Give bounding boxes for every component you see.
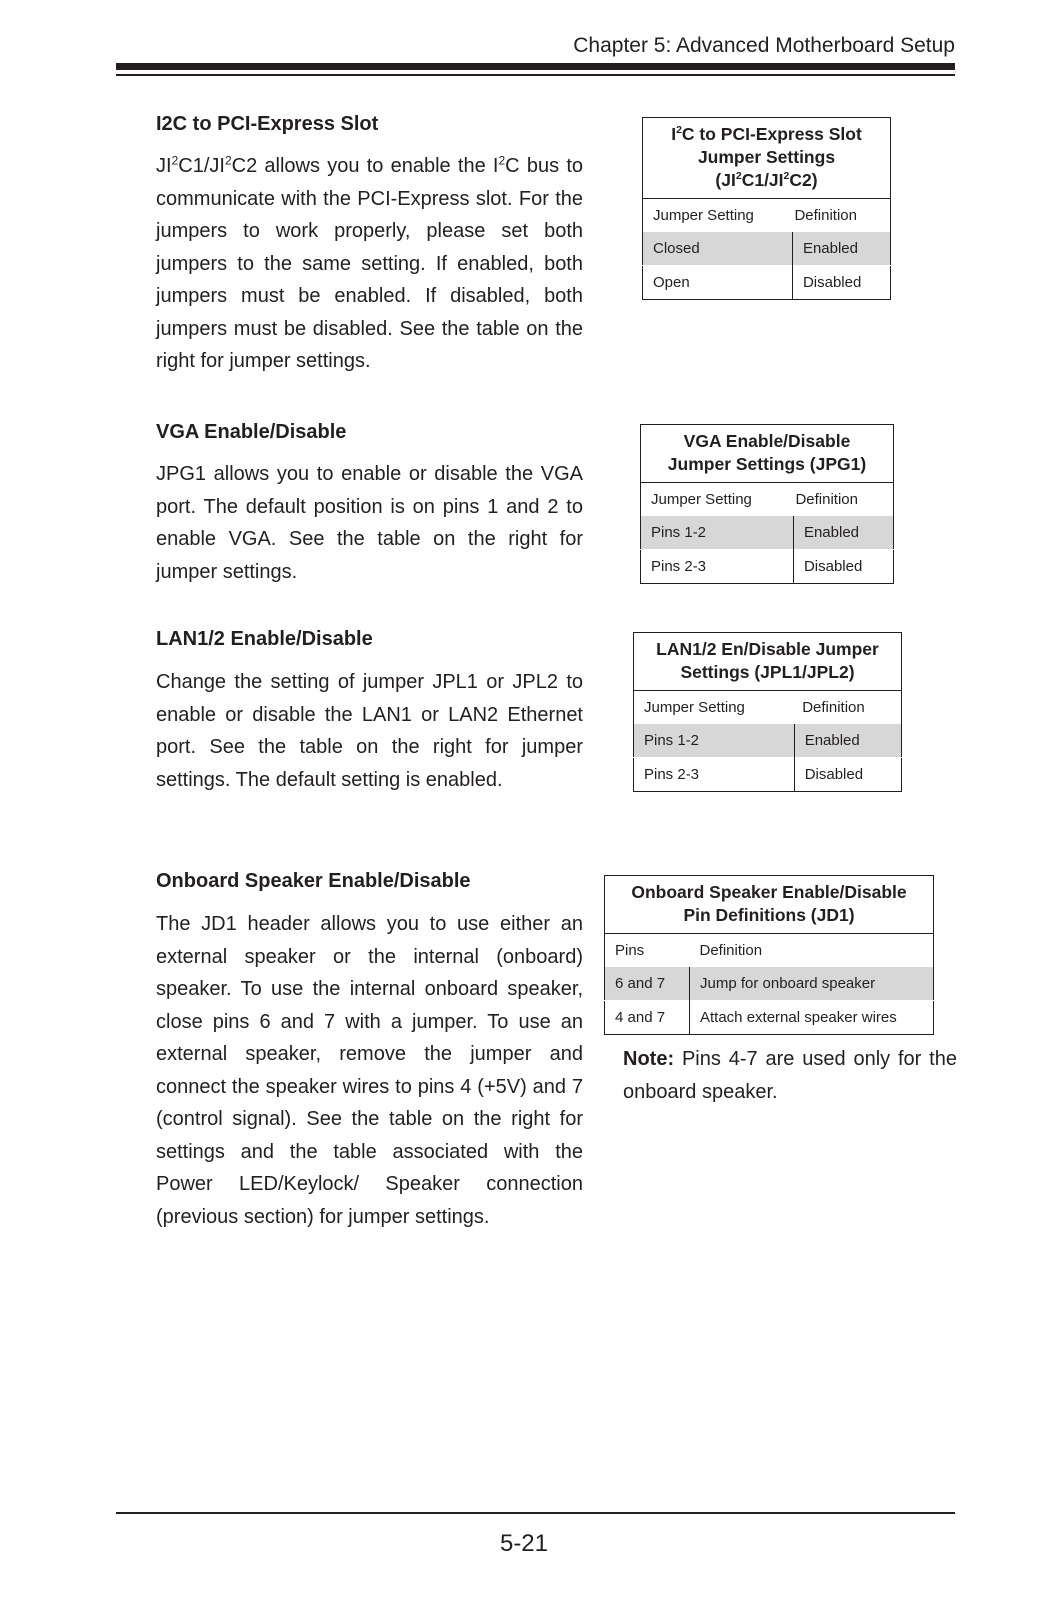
column-header-jumper-setting: Jumper Setting [644,699,745,716]
table-cell-pins: 6 and 7 [605,967,690,1001]
column-header-definition: Definition [699,942,763,959]
vga-table-title: VGA Enable/Disable Jumper Settings (JPG1) [641,425,894,483]
table-cell-setting: Closed [643,232,793,266]
note-text: Pins 4-7 are used only for the onboard speaker. [623,1048,957,1103]
table-cell-definition: Enabled [794,724,901,758]
table-cell-pins: 4 and 7 [605,1001,690,1035]
table-cell-setting: Pins 2-3 [634,758,795,792]
table-column-header-row [641,483,894,517]
speaker-note [623,1043,957,1108]
i2c-section-body: $JI^2C1/JI^2C2$ allows you to enable the $I^2C$ bus to communicate with the PCI-Express slot. For the jumpers to work properly, please set both jumpers to the same setting. If enabled, both jumpers must be enabled. If disabled, both jumpers must be disabled. See the table on the right for jumper settings. [156,153,583,372]
lan-table-title: LAN1/2 En/Disable Jumper Settings (JPL1/JPL2) [634,633,902,691]
page-number: 5-21 [499,1530,549,1557]
table-row [634,724,902,758]
lan-jumper-table [633,632,902,792]
column-header-definition: Definition [802,699,865,716]
table-row [605,1001,934,1035]
speaker-table-title: Onboard Speaker Enable/Disable Pin Definitions (JD1) [605,876,934,934]
table-column-header-row [634,691,902,725]
header-rule-thick [116,63,955,70]
table-row [641,516,894,550]
lan-section-body: Change the setting of jumper JPL1 or JPL2 to enable or disable the LAN1 or LAN2 Ethernet port. See the table on the right for jumper settings. The default setting is enabled. [156,671,583,791]
column-header-jumper-setting: Jumper Setting [651,491,752,508]
chapter-title: Chapter 5: Advanced Motherboard Setup [573,34,955,57]
column-header-pins: Pins [615,942,645,959]
header-rule-thin [116,74,955,76]
table-column-header-row [643,199,891,233]
table-row [641,550,894,584]
i2c-jumper-table [642,117,891,300]
table-cell-definition: Disabled [793,550,893,584]
note-label: Note: [623,1048,675,1070]
table-cell-setting: Open [643,266,793,300]
i2c-section-heading: I2C to PCI-Express Slot [156,113,379,135]
speaker-section-heading: Onboard Speaker Enable/Disable [156,870,471,892]
column-header-definition: Definition [794,207,857,224]
i2c-table-title: $I^2C$ to PCI-Express Slot Jumper Settings $(JI^2C1/JI^2C2)$ [643,118,891,199]
vga-section-body: JPG1 allows you to enable or disable the VGA port. The default position is on pins 1 and 2 to enable VGA. See the table on the right for jumper settings. [156,463,583,583]
column-header-jumper-setting: Jumper Setting [653,207,754,224]
table-row [643,232,891,266]
table-row [643,266,891,300]
lan-section-heading: LAN1/2 Enable/Disable [156,628,373,650]
table-cell-setting: Pins 2-3 [641,550,794,584]
column-header-definition: Definition [795,491,858,508]
table-cell-definition: Jump for onboard speaker [690,967,934,1001]
table-cell-setting: Pins 1-2 [641,516,794,550]
table-row [634,758,902,792]
vga-section-heading: VGA Enable/Disable [156,421,347,443]
table-column-header-row [605,934,934,968]
table-cell-definition: Disabled [792,266,890,300]
table-cell-definition: Enabled [792,232,890,266]
speaker-section-body: The JD1 header allows you to use either an external speaker or the internal (onboard) speaker. To use the internal onboard speaker, close pins 6 and 7 with a jumper. To use an external speaker, remove the jumper and connect the speaker wires to pins 4 (+5V) and 7 (control signal). See the table on the right for settings and the table associated with the Power LED/Keylock/ Speaker connection (previous section) for jumper settings. [156,913,583,1228]
table-cell-definition: Disabled [794,758,901,792]
table-cell-definition: Enabled [793,516,893,550]
table-cell-setting: Pins 1-2 [634,724,795,758]
table-row [605,967,934,1001]
speaker-pin-table [604,875,934,1035]
footer-rule [116,1512,955,1514]
vga-jumper-table [640,424,894,584]
table-cell-definition: Attach external speaker wires [690,1001,934,1035]
